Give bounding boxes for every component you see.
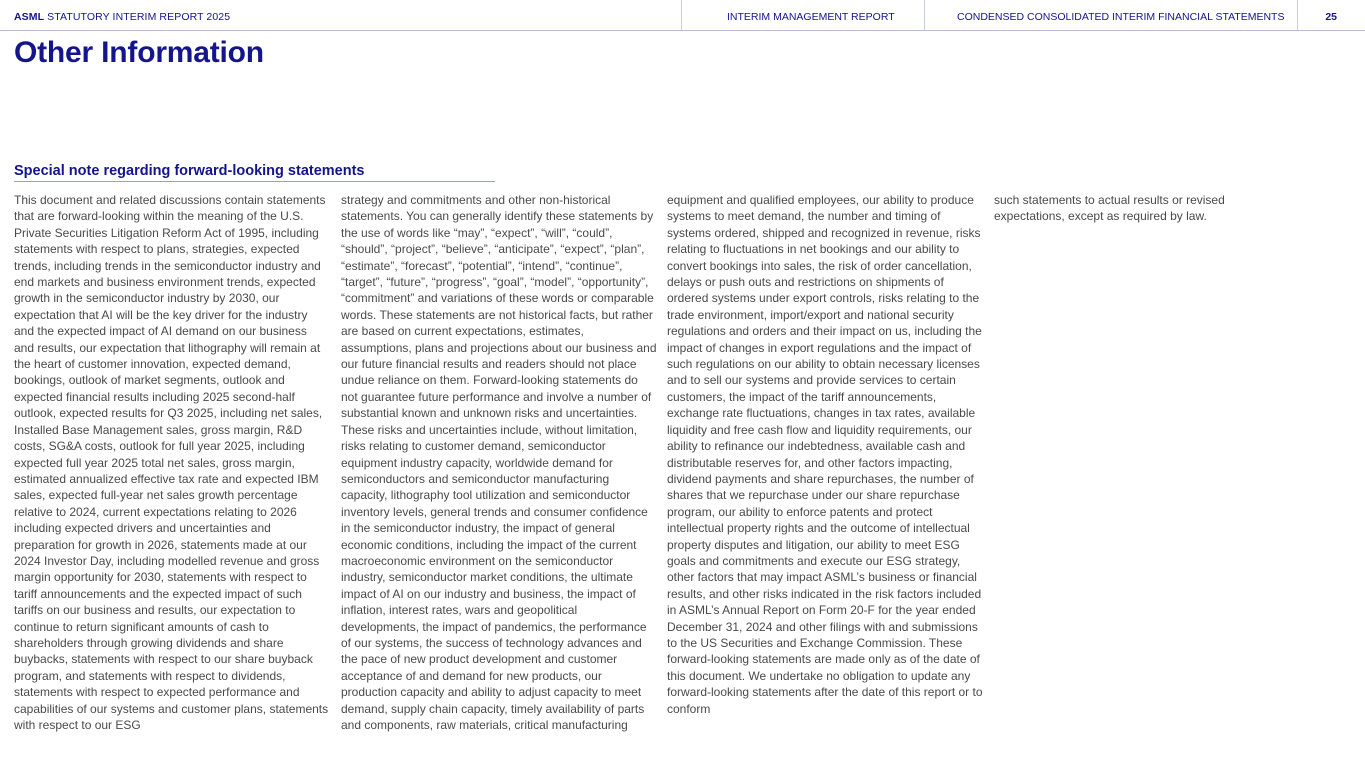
report-name: STATUTORY INTERIM REPORT 2025: [44, 11, 231, 23]
page-number: 25: [1325, 11, 1337, 23]
header-divider: [924, 0, 925, 30]
brand-name: ASML: [14, 11, 45, 23]
text-column-3: equipment and qualified employees, our ability to produce systems to meet demand, the number and timing of systems ordered, shipped and recognized in revenue, risks relating to fluctuations in net bookings and our ability to convert bookings into sales, the risk of order cancellation, delays or push outs and restrictions on shipments of ordered systems under export controls, risks relating to the trade environment, import/export and national security regulations and orders and their impact on us, including the impact of changes in export regulations and the impact of such regulations on our ability to obtain necessary licenses and to sell our systems and provide services to certain customers, the impact of the tariff announcements, exchange rate fluctuations, changes in tax rates, available liquidity and free cash flow and liquidity requirements, our ability to refinance our indebtedness, available cash and distributable reserves for, and other factors impacting, dividend payments and share repurchases, the number of shares that we repurchase under our share repurchase program, our ability to enforce patents and protect intellectual property rights and the outcome of intellectual property disputes and litigation, our ability to meet ESG goals and commitments and execute our ESG strategy, other factors that may impact ASML’s business or financial results, and other risks indicated in the risk factors included in ASML’s Annual Report on Form 20-F for the year ended December 31, 2024 and other filings with and submissions to the US Securities and Exchange Commission. These forward-looking statements are made only as of the date of this document. We undertake no obligation to update any forward-looking statements after the date of this report or to conform: [667, 193, 983, 716]
report-brand[interactable]: [14, 11, 230, 23]
text-column-2: strategy and commitments and other non-historical statements. You can generally identify these statements by the use of words like “may”, “expect”, “will”, “could”, “should”, “project”, “believe”, “anticipate”, “expect”, “plan”, “estimate”, “forecast”, “potential”, “intend”, “continue”, “target”, “future”, “progress”, “goal”, “model”, “opportunity”, “commitment” and variations of these words or comparable words. These statements are not historical facts, but rather are based on current expectations, estimates, assumptions, plans and projections about our business and our future financial results and readers should not place undue reliance on them. Forward-looking statements do not guarantee future performance and involve a number of substantial known and unknown risks and uncertainties. These risks and uncertainties include, without limitation, risks relating to customer demand, semiconductor equipment industry capacity, worldwide demand for semiconductors and semiconductor manufacturing capacity, lithography tool utilization and semiconductor inventory levels, general trends and consumer confidence in the semiconductor industry, the impact of general economic conditions, including the impact of the current macroeconomic environment on the semiconductor industry, semiconductor market conditions, the ultimate impact of AI on our industry and business, the impact of inflation, interest rates, wars and geopolitical developments, the impact of pandemics, the performance of our systems, the success of technology advances and the pace of new product development and customer acceptance of and demand for new products, our production capacity and ability to adjust capacity to meet demand, supply chain capacity, timely availability of parts and components, raw materials, critical manufacturing: [341, 193, 657, 732]
header-divider: [1297, 0, 1298, 30]
nav-interim-management-report[interactable]: INTERIM MANAGEMENT REPORT: [727, 11, 895, 23]
page-title: Other Information: [14, 36, 264, 69]
text-column-1: This document and related discussions contain statements that are forward-looking within the meaning of the U.S. Private Securities Litigation Reform Act of 1995, including statements with respect to plans, strategies, expected trends, including trends in the semiconductor industry and end markets and business environment trends, expected growth in the semiconductor industry by 2030, our expectation that AI will be the key driver for the industry and the expected impact of AI demand on our business and results, our expectation that lithography will remain at the heart of customer innovation, expected demand, bookings, outlook of market segments, outlook and expected financial results including 2025 second-half outlook, expected results for Q3 2025, including net sales, Installed Base Management sales, gross margin, R&D costs, SG&A costs, outlook for full year 2025, including expected full year 2025 total net sales, gross margin, estimated annualized effective tax rate and expected IBM sales, expected full-year net sales growth percentage relative to 2024, current expectations relating to 2026 including expected drivers and uncertainties and preparation for growth in 2026, statements made at our 2024 Investor Day, including modelled revenue and gross margin opportunity for 2030, statements with respect to tariff announcements and the expected impact of such tariffs on our business and results, our expectation to continue to return significant amounts of cash to shareholders through growing dividends and share buybacks, statements with respect to our share buyback program, and statements with respect to dividends, statements with respect to expected performance and capabilities of our systems and customer plans, statements with respect to our ESG: [14, 193, 329, 732]
nav-condensed-financial-statements[interactable]: CONDENSED CONSOLIDATED INTERIM FINANCIAL STATEMENTS: [957, 11, 1285, 23]
section-heading: Special note regarding forward-looking statements: [14, 163, 495, 182]
page-header: [0, 0, 1365, 31]
text-column-4: such statements to actual results or revised expectations, except as required by law.: [994, 193, 1225, 224]
header-divider: [681, 0, 682, 30]
